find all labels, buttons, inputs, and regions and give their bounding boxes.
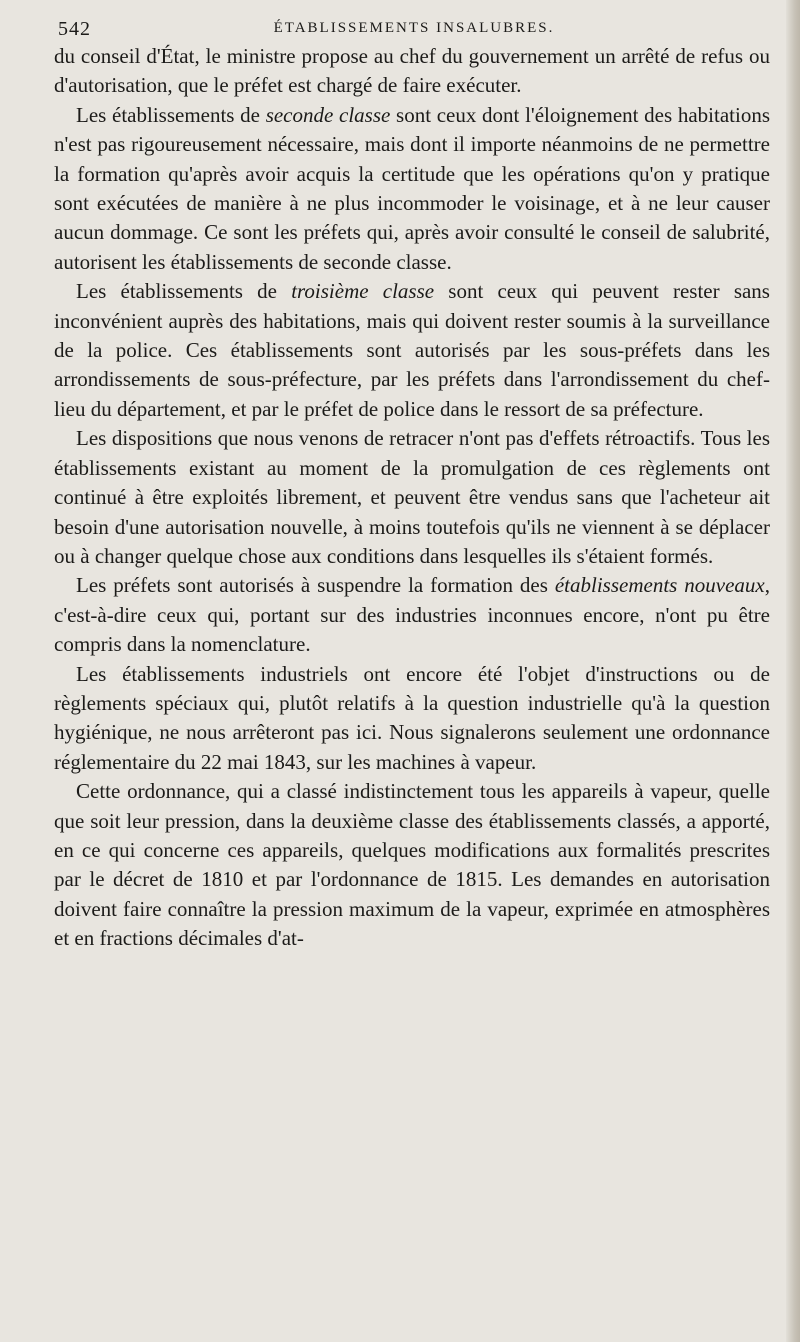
paragraph-text: Les établissements de <box>76 279 292 304</box>
paragraph-text: sont ceux dont l'éloignement des habitations n'est pas rigoureusement nécessaire, mais dont il importe néanmoins de ne permettre la formation qu'après avoir acquis la certitude que les opérations qu'on y pratique sont exécutées de manière à ne plus incommoder le voisinage, et à ne leur causer aucun dommage. Ce sont les préfets qui, après avoir consulté le conseil de salubrité, autorisent les établissements de seconde classe. <box>54 102 771 274</box>
paragraph-text: Les établissements industriels ont encore été l'objet d'instructions ou de règlements spéciaux qui, plutôt relatifs à la question industrielle qu'à la question hygiénique, ne nous arrêteront pas ici. Nous signalerons seulement une ordonnance réglementaire du 22 mai 1843, sur les machines à vapeur. <box>54 661 770 774</box>
paragraph <box>54 571 770 659</box>
paragraph-text: du conseil d'État, le ministre propose au chef du gouvernement un arrêté de refus ou d'autorisation, que le préfet est chargé de faire exécuter. <box>54 44 770 98</box>
paragraph-text: Les dispositions que nous venons de retracer n'ont pas d'effets rétroactifs. Tous les établissements existant au moment de la promulgation de ces règlements ont continué à être exploités librement, et peuvent être vendus sans que l'acheteur ait besoin d'une autorisation nouvelle, à moins toutefois qu'ils ne viennent à se déplacer ou à changer quelque chose aux conditions dans lesquelles ils s'étaient formés. <box>54 426 770 568</box>
paragraph <box>54 424 770 571</box>
paragraph <box>54 660 770 778</box>
page-number: 542 <box>58 18 91 40</box>
running-head: ÉTABLISSEMENTS INSALUBRES. <box>273 20 555 36</box>
italic-term: établissements nouveaux <box>554 573 765 598</box>
paragraph-text: Cette ordonnance, qui a classé indistinctement tous les appareils à vapeur, quelle que soit leur pression, dans la deuxième classe des établissements classés, a apporté, en ce qui concerne ces appareils, quelques modifications aux formalités prescrites par le décret de 1810 et par l'ordonnance de 1815. Les demandes en autorisation doivent faire connaître la pression maximum de la vapeur, exprimée en atmosphères et en fractions décimales d'at- <box>54 779 770 951</box>
body-text <box>54 42 770 954</box>
paragraph-text: Les préfets sont autorisés à suspendre la formation des <box>76 573 555 598</box>
paragraph <box>54 777 770 953</box>
paragraph-text: Les établissements de <box>76 102 266 127</box>
paragraph <box>54 101 770 277</box>
page-edge <box>786 0 800 1342</box>
paragraph-text: , c'est-à-dire ceux qui, portant sur des industries inconnues encore, n'ont pu être compris dans la nomenclature. <box>54 573 770 657</box>
paragraph <box>54 277 770 424</box>
paragraph-text: sont ceux qui peuvent rester sans inconvénient auprès des habitations, mais qui doivent rester soumis à la surveillance de la police. Ces établissements sont autorisés par les sous-préfets dans les arrondissements de sous-préfecture, par les préfets dans l'arrondissement du chef-lieu du département, et par le préfet de police dans le ressort de sa préfecture. <box>54 279 770 421</box>
italic-term: troisième classe <box>291 279 435 304</box>
page-header <box>58 18 770 40</box>
italic-term: seconde classe <box>265 102 391 127</box>
paragraph <box>54 42 770 101</box>
